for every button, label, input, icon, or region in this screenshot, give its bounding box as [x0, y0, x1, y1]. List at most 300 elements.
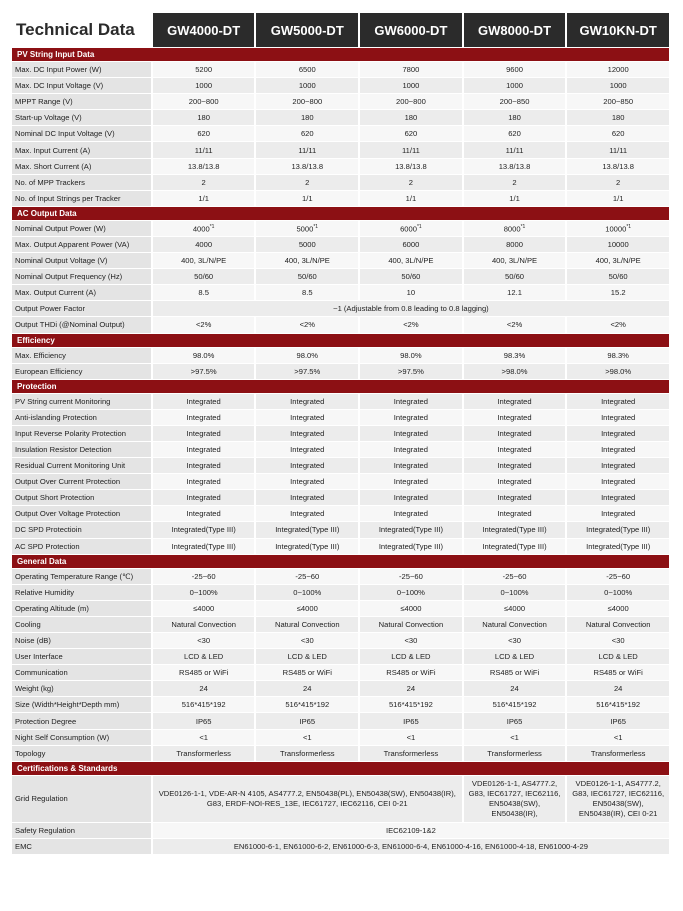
row-label: PV String current Monitoring	[12, 394, 151, 409]
row-value	[256, 681, 358, 696]
cell-text: Transformerless	[590, 748, 646, 758]
row-value	[567, 601, 669, 616]
cell-text: 50/60	[608, 272, 628, 282]
cell-text: 10000	[607, 239, 629, 249]
cell-text: 5000	[298, 239, 316, 249]
cell-text: 1/1	[509, 193, 520, 203]
row-value	[256, 317, 358, 332]
row-value	[464, 665, 566, 680]
row-value	[256, 269, 358, 284]
cell-text: ≤4000	[400, 603, 422, 613]
row-value	[360, 665, 462, 680]
row-value	[256, 78, 358, 93]
cell-text: 11/11	[505, 145, 524, 155]
row-label: Communication	[12, 665, 151, 680]
cell-text: 8000	[506, 239, 523, 249]
row-label: User Interface	[12, 649, 151, 664]
model-header: GW6000-DT	[360, 13, 462, 47]
row-value	[567, 410, 669, 425]
row-value	[567, 237, 669, 252]
row-value	[153, 569, 255, 584]
row-value	[360, 474, 462, 489]
cell-text: RS485 or WiFi	[386, 668, 436, 678]
row-value	[153, 681, 255, 696]
row-value	[153, 506, 255, 521]
row-value	[360, 175, 462, 190]
row-label: Max. Input Current (A)	[12, 142, 151, 157]
cell-text: Integrated	[601, 412, 636, 422]
cell-text: Integrated	[186, 396, 221, 406]
footnote-mark: *1	[416, 223, 422, 230]
table-row	[12, 269, 669, 284]
row-value	[153, 665, 255, 680]
row-value	[153, 237, 255, 252]
cell-text: Transformerless	[176, 748, 231, 758]
cell-text: <30	[404, 636, 418, 646]
row-value	[256, 490, 358, 505]
row-value	[256, 649, 358, 664]
row-value	[153, 110, 255, 125]
cell-text: Integrated	[393, 461, 428, 471]
row-value	[153, 713, 255, 728]
row-value	[464, 159, 566, 174]
row-value	[464, 364, 566, 379]
row-value	[153, 159, 255, 174]
table-row	[12, 697, 669, 712]
row-label: Topology	[12, 746, 151, 761]
row-label: Night Self Consumption (W)	[12, 730, 151, 745]
row-value	[360, 539, 462, 554]
cell-text: Integrated	[290, 461, 325, 471]
row-value	[464, 285, 566, 300]
row-value	[567, 458, 669, 473]
table-row	[12, 839, 669, 854]
row-value	[567, 221, 669, 236]
row-value	[256, 394, 358, 409]
cell-text: >98.0%	[501, 366, 528, 376]
row-label: Protection Degree	[12, 713, 151, 728]
cell-text: 5000	[296, 224, 314, 234]
cell-text: 180	[611, 113, 625, 123]
cell-text: 1/1	[198, 193, 209, 203]
row-value	[153, 126, 255, 141]
model-header: GW8000-DT	[464, 13, 566, 47]
cell-text: 15.2	[610, 288, 626, 298]
cell-text: <1	[302, 732, 312, 742]
safety-regulation-value: IEC62109-1&2	[153, 823, 669, 838]
row-value	[360, 697, 462, 712]
cell-text: <2%	[610, 320, 626, 330]
row-value	[567, 442, 669, 457]
row-value	[567, 253, 669, 268]
row-value	[360, 191, 462, 206]
table-row	[12, 746, 669, 761]
row-label: Operating Temperature Range (℃)	[12, 569, 151, 584]
cell-text: Integrated	[290, 493, 325, 503]
cell-text: Integrated	[393, 493, 428, 503]
row-label: Insulation Resistor Detection	[12, 442, 151, 457]
section-title: AC Output Data	[12, 207, 669, 220]
cell-text: Integrated	[290, 509, 325, 519]
row-value	[256, 426, 358, 441]
cell-text: Natural Convection	[482, 619, 547, 629]
table-row	[12, 490, 669, 505]
spec-table	[10, 12, 671, 855]
cell-text: LCD & LED	[391, 652, 431, 662]
row-value	[464, 746, 566, 761]
cell-text: 180	[197, 113, 210, 123]
row-label: Safety Regulation	[12, 823, 151, 838]
cell-text: Natural Convection	[585, 619, 651, 629]
row-value	[567, 394, 669, 409]
row-value	[256, 442, 358, 457]
cell-text: 50/60	[401, 272, 421, 282]
table-row	[12, 601, 669, 616]
footnote-mark: *1	[313, 223, 319, 230]
cell-text: Integrated(Type III)	[275, 541, 340, 551]
table-row	[12, 539, 669, 554]
cell-text: Integrated	[393, 509, 428, 519]
cell-text: Integrated	[497, 428, 532, 438]
cell-text: 620	[300, 129, 314, 139]
row-value	[567, 317, 669, 332]
table-row	[12, 253, 669, 268]
row-value	[360, 269, 462, 284]
cell-text: 13.8/13.8	[498, 161, 531, 171]
cell-text: 24	[303, 684, 312, 694]
cell-text: IP65	[506, 716, 523, 726]
row-label: Residual Current Monitoring Unit	[12, 458, 151, 473]
row-value	[256, 585, 358, 600]
cell-text: <1	[199, 732, 208, 742]
section-title: Certifications & Standards	[12, 762, 669, 775]
section-header	[12, 48, 669, 61]
row-value	[464, 317, 566, 332]
row-label: No. of Input Strings per Tracker	[12, 191, 151, 206]
cell-text: 11/11	[609, 145, 628, 155]
cell-text: -25~60	[191, 571, 216, 581]
row-value	[153, 697, 255, 712]
section-title: General Data	[12, 555, 669, 568]
cell-text: 10	[406, 288, 416, 298]
row-value	[360, 285, 462, 300]
row-value	[567, 285, 669, 300]
row-value	[567, 348, 669, 363]
row-value	[360, 522, 462, 537]
row-value	[256, 126, 358, 141]
cell-text: Integrated	[290, 445, 325, 455]
row-value	[256, 730, 358, 745]
row-value	[256, 506, 358, 521]
cell-text: 8.5	[302, 288, 313, 298]
row-value	[153, 730, 255, 745]
row-value	[153, 364, 255, 379]
cell-text: 620	[197, 129, 210, 139]
cell-text: 98.0%	[400, 350, 422, 360]
cell-text: 13.8/13.8	[187, 161, 220, 171]
row-value	[256, 237, 358, 252]
table-row	[12, 776, 669, 822]
cell-text: 98.3%	[503, 350, 526, 360]
cell-text: 180	[508, 113, 521, 123]
cell-text: Integrated	[186, 445, 221, 455]
footnote-mark: *1	[626, 223, 632, 230]
row-value	[464, 237, 566, 252]
row-value	[567, 426, 669, 441]
row-label: Output Short Protection	[12, 490, 151, 505]
row-value	[256, 458, 358, 473]
cell-text: <1	[613, 732, 623, 742]
cell-text: 24	[406, 684, 416, 694]
cell-text: 0~100%	[604, 587, 633, 597]
footnote-mark: *1	[209, 223, 215, 230]
row-value	[256, 221, 358, 236]
row-value	[153, 348, 255, 363]
grid-regulation-value: VDE0126-1-1, AS4777.2, G83, IEC61727, IEC62116, EN50438(SW), EN50438(IR), CEI 0-21	[567, 776, 669, 822]
cell-text: 11/11	[401, 145, 420, 155]
row-value	[153, 474, 255, 489]
table-row	[12, 191, 669, 206]
row-value	[567, 364, 669, 379]
table-row	[12, 94, 669, 109]
row-value	[464, 681, 566, 696]
row-value	[153, 142, 255, 157]
cell-text: Integrated	[393, 445, 428, 455]
row-value	[360, 442, 462, 457]
row-label: Output Over Voltage Protection	[12, 506, 151, 521]
row-value	[360, 713, 462, 728]
cell-text: 516*415*192	[492, 700, 537, 710]
row-value	[464, 94, 566, 109]
cell-text: 620	[404, 129, 418, 139]
row-value	[256, 142, 358, 157]
cell-text: 180	[404, 113, 418, 123]
row-value	[464, 569, 566, 584]
table-row	[12, 506, 669, 521]
row-value	[360, 569, 462, 584]
grid-regulation-value: VDE0126-1-1, VDE-AR-N 4105, AS4777.2, EN50438(PL), EN50438(SW), EN50438(IR), G83, ERDF-NOI-RES_13E, IEC61727, IEC62116, CEI 0-21	[153, 776, 462, 822]
row-label: Relative Humidity	[12, 585, 151, 600]
cell-text: 200~800	[188, 97, 219, 107]
row-value	[256, 94, 358, 109]
cell-text: Integrated	[601, 445, 636, 455]
row-value	[360, 142, 462, 157]
cell-text: 1000	[195, 81, 213, 91]
cell-text: <30	[611, 636, 625, 646]
row-value	[567, 269, 669, 284]
cell-text: 1/1	[612, 193, 624, 203]
cell-text: Integrated	[601, 396, 636, 406]
cell-text: Integrated	[186, 428, 221, 438]
table-row	[12, 364, 669, 379]
row-label: Grid Regulation	[12, 776, 151, 822]
row-value	[360, 159, 462, 174]
row-value	[256, 569, 358, 584]
cell-text: Transformerless	[383, 748, 439, 758]
section-title: Protection	[12, 380, 669, 393]
row-value	[256, 191, 358, 206]
row-value	[464, 474, 566, 489]
cell-text: Integrated(Type III)	[586, 525, 651, 535]
cell-text: IP65	[195, 716, 212, 726]
row-value	[567, 175, 669, 190]
cell-text: 0~100%	[396, 587, 425, 597]
cell-text: 7800	[402, 65, 420, 75]
row-value	[153, 410, 255, 425]
row-value	[360, 458, 462, 473]
row-value	[153, 78, 255, 93]
row-value	[567, 94, 669, 109]
cell-text: 1000	[402, 81, 420, 91]
cell-text: 98.3%	[607, 350, 629, 360]
cell-text: Integrated(Type III)	[586, 541, 651, 551]
cell-text: 400, 3L/N/PE	[284, 256, 330, 266]
row-label: Size (Width*Height*Depth mm)	[12, 697, 151, 712]
cell-text: 200~850	[603, 97, 634, 107]
row-value-span: ~1 (Adjustable from 0.8 leading to 0.8 lagging)	[153, 301, 669, 316]
cell-text: Integrated	[393, 396, 428, 406]
cell-text: 200~800	[292, 97, 323, 107]
cell-text: Integrated	[186, 493, 221, 503]
row-value	[464, 191, 566, 206]
model-header: GW4000-DT	[153, 13, 255, 47]
cell-text: Integrated	[601, 477, 636, 487]
cell-text: 5200	[195, 65, 213, 75]
row-value	[464, 426, 566, 441]
row-value	[153, 746, 255, 761]
row-value	[464, 221, 566, 236]
cell-text: RS485 or WiFi	[178, 668, 229, 678]
cell-text: 1000	[609, 81, 627, 91]
row-value	[360, 730, 462, 745]
cell-text: 400, 3L/N/PE	[491, 256, 538, 266]
table-row	[12, 348, 669, 363]
row-value	[567, 617, 669, 632]
cell-text: <30	[197, 636, 211, 646]
row-value	[256, 601, 358, 616]
row-value	[464, 506, 566, 521]
row-label: Output THDi (@Nominal Output)	[12, 317, 151, 332]
row-value	[153, 442, 255, 457]
row-value	[256, 474, 358, 489]
cell-text: 1/1	[405, 193, 417, 203]
row-label: Nominal DC Input Voltage (V)	[12, 126, 151, 141]
row-value	[464, 394, 566, 409]
cell-text: Integrated(Type III)	[171, 541, 236, 551]
cell-text: Integrated	[186, 509, 221, 519]
row-value	[567, 62, 669, 77]
row-value	[567, 159, 669, 174]
row-value	[153, 601, 255, 616]
cell-text: 13.8/13.8	[602, 161, 634, 171]
row-value	[256, 285, 358, 300]
table-row	[12, 78, 669, 93]
row-value	[360, 410, 462, 425]
row-label: EMC	[12, 839, 151, 854]
section-header	[12, 334, 669, 347]
row-value	[256, 159, 358, 174]
cell-text: LCD & LED	[287, 652, 327, 662]
cell-text: 11/11	[194, 145, 213, 155]
row-value	[464, 175, 566, 190]
row-value	[360, 601, 462, 616]
row-value	[567, 713, 669, 728]
cell-text: 2	[512, 177, 517, 187]
cell-text: Integrated	[186, 412, 221, 422]
cell-text: 2	[305, 177, 310, 187]
table-row	[12, 142, 669, 157]
row-value	[360, 110, 462, 125]
row-value	[464, 62, 566, 77]
row-value	[256, 713, 358, 728]
header-row	[12, 13, 669, 47]
row-value	[360, 364, 462, 379]
cell-text: Integrated(Type III)	[171, 525, 236, 535]
row-value	[256, 746, 358, 761]
cell-text: Integrated	[601, 493, 636, 503]
cell-text: Integrated	[497, 445, 532, 455]
cell-text: <30	[300, 636, 314, 646]
row-value	[464, 539, 566, 554]
cell-text: Integrated	[290, 428, 325, 438]
row-value	[567, 522, 669, 537]
row-value	[464, 442, 566, 457]
row-value	[256, 110, 358, 125]
cell-text: ≤4000	[607, 603, 629, 613]
row-value	[153, 633, 255, 648]
cell-text: LCD & LED	[598, 652, 638, 662]
cell-text: 0~100%	[500, 587, 529, 597]
cell-text: 516*415*192	[285, 700, 330, 710]
cell-text: ≤4000	[296, 603, 318, 613]
cell-text: 10000	[605, 224, 627, 234]
row-value	[153, 426, 255, 441]
row-label: Operating Altitude (m)	[12, 601, 151, 616]
table-row	[12, 301, 669, 316]
table-row	[12, 569, 669, 584]
row-label: Nominal Output Voltage (V)	[12, 253, 151, 268]
row-value	[256, 175, 358, 190]
row-value	[360, 237, 462, 252]
row-value	[256, 617, 358, 632]
row-value	[153, 175, 255, 190]
cell-text: Integrated	[497, 412, 532, 422]
cell-text: 24	[510, 684, 519, 694]
row-value	[256, 410, 358, 425]
cell-text: 8000	[503, 224, 521, 234]
row-value	[567, 110, 669, 125]
section-header	[12, 762, 669, 775]
cell-text: Integrated	[393, 477, 428, 487]
cell-text: 24	[199, 684, 208, 694]
row-value	[360, 348, 462, 363]
table-row	[12, 649, 669, 664]
row-value	[567, 730, 669, 745]
cell-text: 1000	[506, 81, 523, 91]
model-header: GW10KN-DT	[567, 13, 669, 47]
cell-text: Integrated	[497, 477, 532, 487]
row-value	[153, 458, 255, 473]
cell-text: 24	[613, 684, 623, 694]
row-label: Weight (kg)	[12, 681, 151, 696]
table-row	[12, 442, 669, 457]
row-value	[464, 490, 566, 505]
row-value	[153, 522, 255, 537]
cell-text: 200~850	[499, 97, 530, 107]
cell-text: <2%	[299, 320, 315, 330]
cell-text: 50/60	[194, 272, 214, 282]
row-label: European Efficiency	[12, 364, 151, 379]
